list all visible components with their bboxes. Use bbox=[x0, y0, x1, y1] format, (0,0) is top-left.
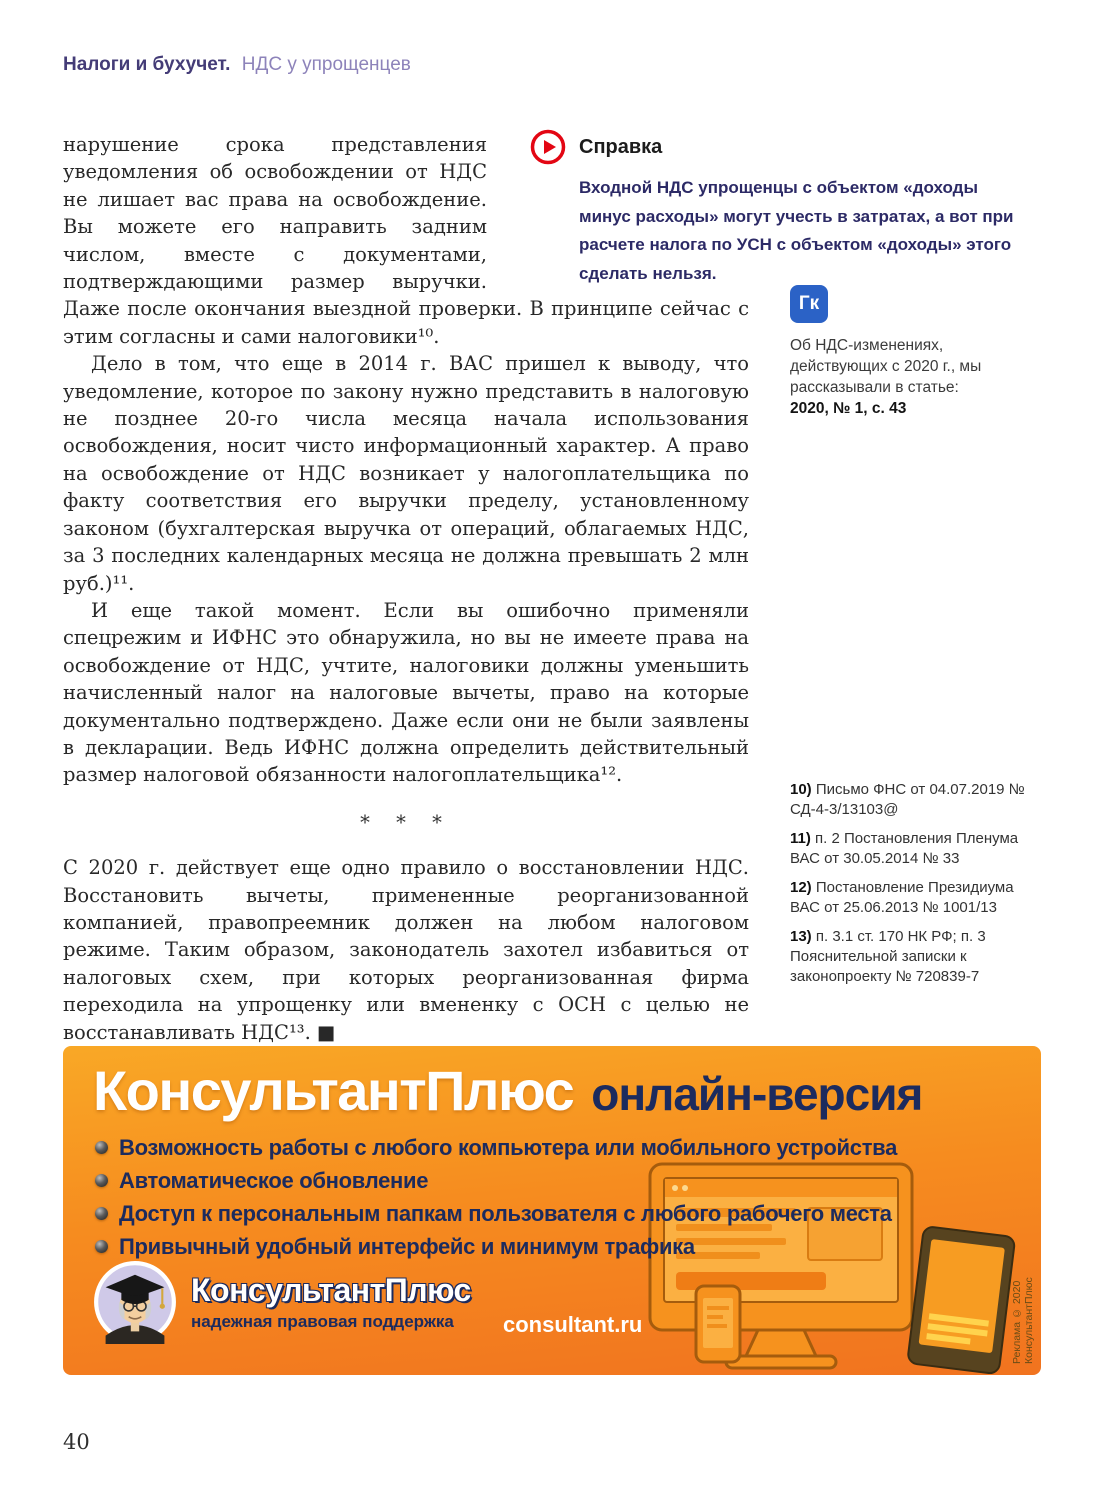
footnote-text: п. 2 Постановления Пленума ВАС от 30.05.2014 № 33 bbox=[790, 830, 1019, 867]
footnote-item bbox=[790, 927, 1038, 987]
bullet-sphere-icon bbox=[95, 1174, 108, 1187]
consultantplus-ad-banner bbox=[63, 1046, 1041, 1375]
spravka-title: Справка bbox=[579, 135, 663, 158]
section-title: Налоги и бухучет. bbox=[63, 54, 231, 75]
gk-logo-icon: Гк bbox=[790, 285, 828, 323]
ad-feature-list bbox=[95, 1136, 897, 1268]
ad-feature-text: Доступ к персональным папкам пользователя с любого рабочего места bbox=[119, 1200, 892, 1226]
section-separator: * * * bbox=[360, 810, 452, 834]
footnote-text: п. 3.1 ст. 170 НК РФ; п. 3 Пояснительной записки к законопроекту № 720839-7 bbox=[790, 928, 986, 985]
phone-icon bbox=[696, 1286, 740, 1362]
ad-headline bbox=[93, 1058, 922, 1123]
paragraph-text: нарушение срока представления уведомления об освобождении от НДС не лишает вас права на освобождение. Вы можете его направить задним числом, вместе с документами, подтверждающими размер выручки. Даже после окончания выездной проверки. В принципе сейчас с этим согласны и сами налоговики¹⁰. bbox=[63, 133, 749, 348]
footnote-number: 12) bbox=[790, 879, 812, 896]
footnote-item bbox=[790, 829, 1038, 869]
body-paragraph: И еще такой момент. Если вы ошибочно применяли спецрежим и ИФНС это обнаружила, но вы не имеете права на освобождение от НДС, учтите, налоговики должны уменьшить начисленный налог на налоговые вычеты, право на которые документально подтверждено. Даже если они не были заявлены в декларации. Ведь ИФНС должна определить действительный размер налоговой обязанности налогоплательщика¹². bbox=[63, 598, 749, 787]
article-topic: НДС у упрощенцев bbox=[241, 54, 411, 75]
footnote-number: 11) bbox=[790, 830, 811, 847]
ad-feature-item bbox=[95, 1202, 897, 1225]
bullet-sphere-icon bbox=[95, 1240, 108, 1253]
footnotes-list bbox=[790, 780, 1038, 996]
tablet-icon bbox=[907, 1226, 1015, 1374]
bullet-sphere-icon bbox=[95, 1141, 108, 1154]
footnote-number: 13) bbox=[790, 928, 812, 945]
ad-feature-item bbox=[95, 1136, 897, 1159]
footnote-item bbox=[790, 878, 1038, 918]
running-head bbox=[63, 54, 411, 76]
ad-version-label: онлайн-версия bbox=[591, 1068, 923, 1120]
ad-logo-subtitle: надежная правовая поддержка bbox=[191, 1312, 454, 1331]
page-number: 40 bbox=[63, 1430, 90, 1454]
reference-issue: 2020, № 1, с. 43 bbox=[790, 400, 907, 417]
ad-feature-text: Возможность работы с любого компьютера или мобильного устройства bbox=[119, 1134, 898, 1160]
ad-logo-title: КонсультантПлюс bbox=[191, 1272, 471, 1308]
professor-mascot-icon bbox=[93, 1260, 177, 1344]
spravka-callout bbox=[530, 129, 1016, 288]
bullet-sphere-icon bbox=[95, 1207, 108, 1220]
body-paragraph: С 2020 г. действует еще одно правило о восстановлении НДС. Восстановить вычеты, примененные реорганизованной компанией, правопреемник должен на любом налоговом режиме. Таким образом, законодатель захотел избавиться от налоговых схем, при которых реорганизованная фирма переходила на упрощенку или вмененку с ОСН с целью не восстанавливать НДС¹³. ■ bbox=[63, 856, 749, 1044]
footnote-text: Постановление Президиума ВАС от 25.06.2013 № 1001/13 bbox=[790, 879, 1014, 916]
ad-feature-item bbox=[95, 1169, 897, 1192]
ad-feature-text: Привычный удобный интерфейс и минимум трафика bbox=[119, 1233, 695, 1259]
website-text: consultant.ru bbox=[503, 1312, 643, 1337]
logo-text-block bbox=[191, 1272, 471, 1332]
footnote-number: 10) bbox=[790, 781, 812, 798]
footnote-item bbox=[790, 780, 1038, 820]
footnote-text: Письмо ФНС от 04.07.2019 № СД-4-3/13103@ bbox=[790, 781, 1025, 818]
reference-note-text: Об НДС-изменениях, действующих с 2020 г., мы рассказывали в статье: bbox=[790, 337, 982, 396]
body-paragraph: Дело в том, что еще в 2014 г. ВАС пришел к выводу, что уведомление, которое по закону нужно представить в налоговую не позднее 20-го числа месяца начала использования освобождения, носит чисто информационный характер. А право на освобождение от НДС возникает у налогоплательщика по факту соответствия его выручки пределу, установленному законом (бухгалтерская выручка от операций, облагаемых НДС, за 3 последних календарных месяца не должна превышать 2 млн руб.)¹¹. bbox=[63, 352, 749, 595]
ad-feature-item bbox=[95, 1235, 897, 1258]
spravka-header bbox=[530, 129, 1016, 165]
ad-brand-title: КонсультантПлюс bbox=[93, 1059, 574, 1122]
consultantplus-logo bbox=[93, 1260, 471, 1344]
ad-disclaimer-vertical: Реклама © 2020 КонсультантПлюс bbox=[1011, 1277, 1035, 1364]
play-icon bbox=[530, 129, 566, 165]
magazine-reference-note bbox=[790, 285, 1030, 418]
ad-feature-text: Автоматическое обновление bbox=[119, 1167, 429, 1193]
spravka-text: Входной НДС упрощенцы с объектом «доходы минус расходы» могут учесть в затратах, а вот при расчете налога по УСН с объектом «доходы» этого сделать нельзя. bbox=[579, 178, 1014, 283]
